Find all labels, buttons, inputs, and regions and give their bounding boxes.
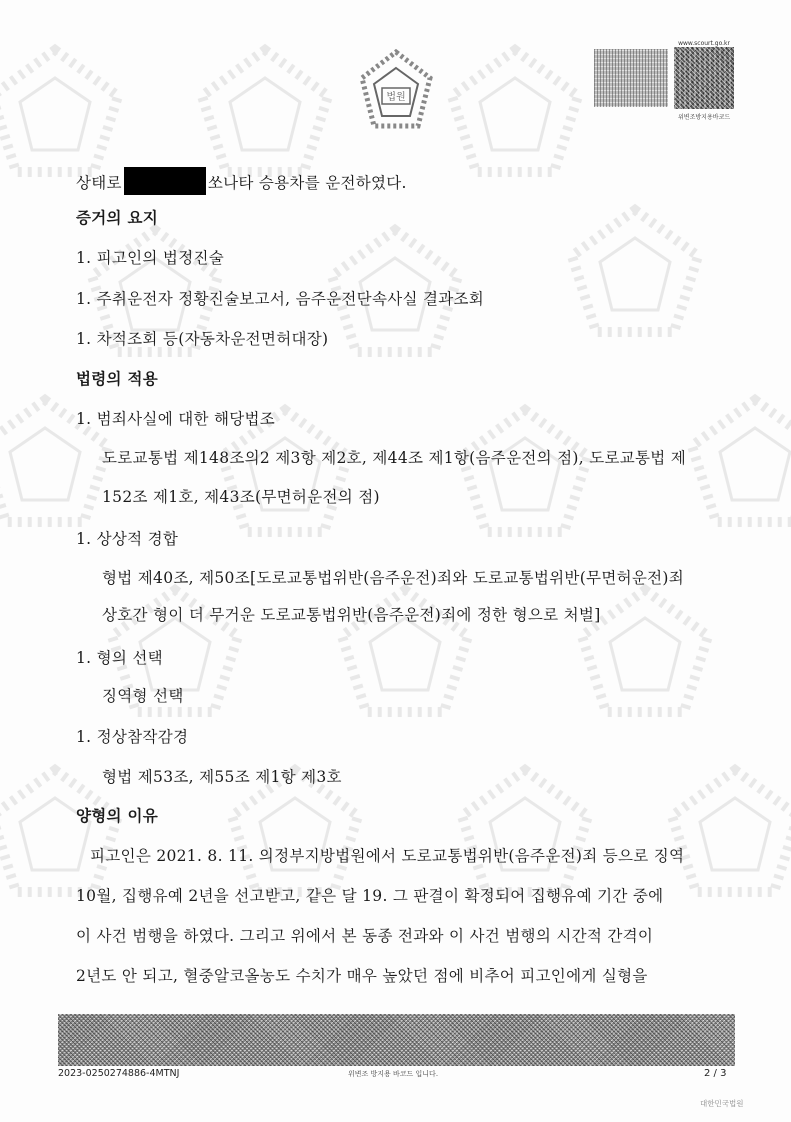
- page-number: 2 / 3: [704, 1068, 727, 1079]
- sentencing-text: 10월, 집행유예 2년을 선고받고, 같은 달 19. 그 판결이 확정되어 집행유예 기간 중에: [76, 887, 664, 905]
- law-item-text: 형법 제40조, 제50조[도로교통법위반(음주운전)죄와 도로교통법위반(무면허운전)죄: [102, 569, 685, 587]
- court-watermark-icon: [560, 200, 710, 350]
- section-heading-law: 법령의 적용: [76, 370, 159, 388]
- emblem-text: 법원: [386, 92, 406, 103]
- court-watermark-icon: [660, 760, 791, 910]
- section-heading-evidence: 증거의 요지: [76, 209, 159, 227]
- section-heading-sentencing: 양형의 이유: [76, 807, 159, 825]
- line-1-prefix: 상태로: [76, 174, 122, 192]
- redaction-block: [124, 167, 206, 195]
- law-item-text: 형법 제53조, 제55조 제1항 제3호: [102, 768, 342, 786]
- document-id: 2023-0250274886-4MTNJ: [58, 1068, 180, 1079]
- court-watermark-icon: [450, 400, 600, 550]
- law-item-text: 상호간 형이 더 무거운 도로교통법위반(음주운전)죄에 정한 형으로 처벌]: [102, 606, 601, 624]
- line-1-suffix: 쏘나타 승용차를 운전하였다.: [207, 174, 407, 192]
- court-watermark-icon: [440, 40, 590, 190]
- evidence-item: 1. 주취운전자 정황진술보고서, 음주운전단속사실 결과조회: [76, 290, 485, 308]
- law-item-text: 152조 제1호, 제43조(무면허운전의 점): [102, 488, 380, 506]
- court-name: 대한민국법원: [700, 1099, 744, 1108]
- barcode-pattern: [594, 49, 668, 107]
- sentencing-text: 피고인은 2021. 8. 11. 의정부지방법원에서 도로교통법위반(음주운전)죄 등으로 징역: [90, 847, 685, 865]
- court-watermark-icon: [680, 390, 791, 540]
- verification-barcode: [594, 40, 738, 122]
- qr-code-icon: [674, 47, 734, 109]
- barcode-note: 위변조 방지용 바코드 입니다.: [348, 1070, 439, 1078]
- law-item-title: 1. 범죄사실에 대한 해당법조: [76, 410, 276, 428]
- qr-label: 위변조방지용바코드: [678, 114, 731, 121]
- court-emblem-icon: [358, 48, 434, 132]
- law-item-title: 1. 형의 선택: [76, 649, 163, 667]
- law-item-text: 도로교통법 제148조의2 제3항 제2호, 제44조 제1항(음주운전의 점), 도로교통법 제: [102, 449, 687, 467]
- law-item-title: 1. 정상참작감경: [76, 728, 189, 746]
- anti-forgery-barcode: [58, 1014, 735, 1066]
- sentencing-text: 2년도 안 되고, 혈중알코올농도 수치가 매우 높았던 점에 비추어 피고인에게 실형을: [76, 967, 648, 985]
- evidence-item: 1. 피고인의 법정진술: [76, 249, 225, 267]
- law-item-title: 1. 상상적 경합: [76, 530, 179, 548]
- body-line: [76, 167, 407, 195]
- evidence-item: 1. 차적조회 등(자동차운전면허대장): [76, 330, 329, 348]
- sentencing-text: 이 사건 범행을 하였다. 그리고 위에서 본 동종 전과와 이 사건 범행의 시간적 간격이: [76, 927, 654, 945]
- qr-url: www.scourt.go.kr: [678, 40, 730, 47]
- law-item-text: 징역형 선택: [102, 687, 184, 705]
